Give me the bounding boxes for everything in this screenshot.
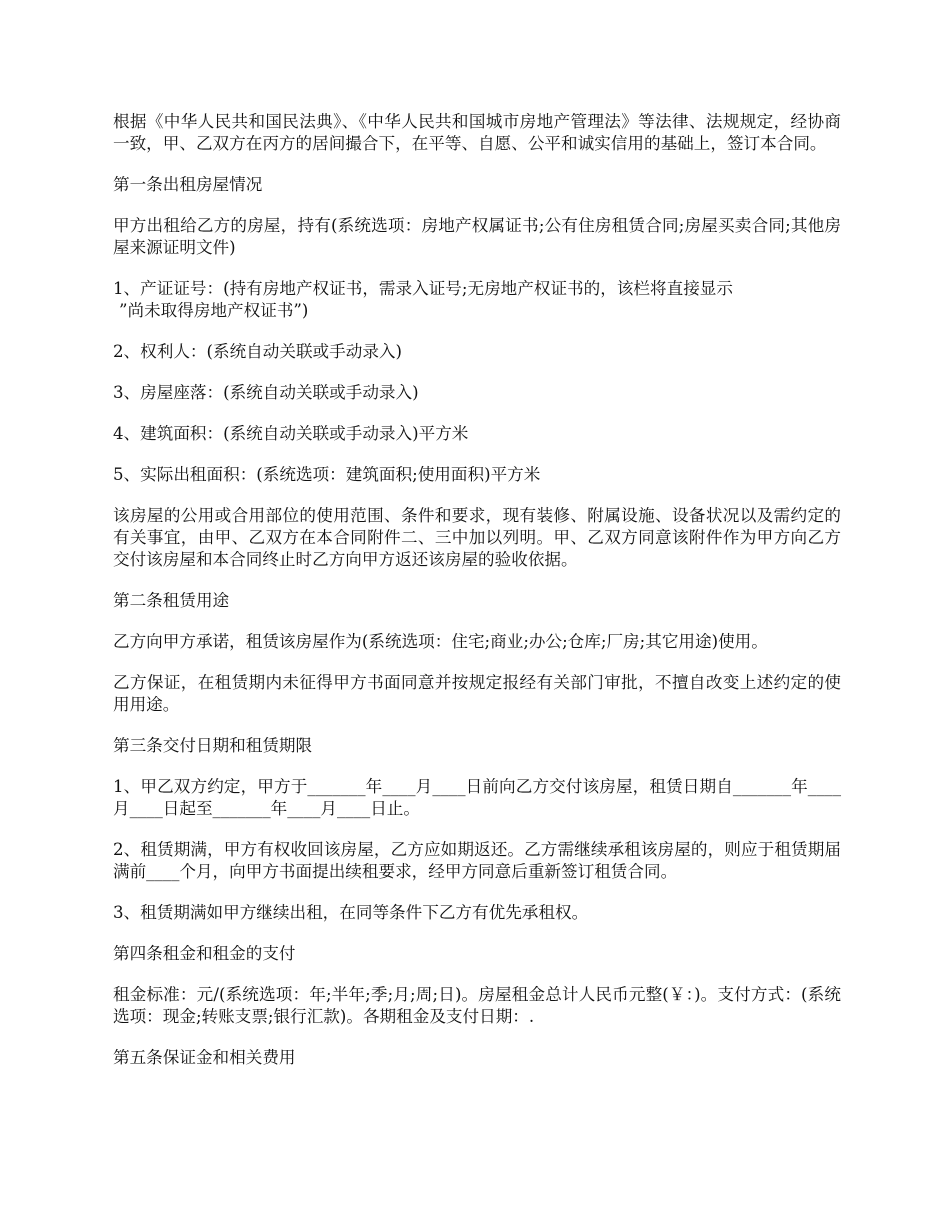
article-4-paragraph: 租金标准：元/(系统选项：年;半年;季;月;周;日)。房屋租金总计人民币元整(￥：)。支付方式：(系统选项：现金;转账支票;银行汇款)。各期租金及支付日期：. — [113, 985, 841, 1026]
article-1-facilities-paragraph: 该房屋的公用或合用部位的使用范围、条件和要求，现有装修、附属设施、设备状况以及需约定的有关事宜，由甲、乙双方在本合同附件二、三中加以列明。甲、乙双方同意该附件作为甲方向乙方交付该房屋和本合同终止时乙方向甲方返还该房屋的验收依据。 — [113, 506, 841, 569]
article-1-item-5: 5、实际出租面积：(系统选项：建筑面积;使用面积)平方米 — [113, 465, 541, 484]
contract-document — [113, 111, 841, 1088]
article-1-paragraph: 甲方出租给乙方的房屋，持有(系统选项：房地产权属证书;公有住房租赁合同;房屋买卖合同;其他房屋来源证明文件) — [113, 216, 841, 257]
article-1-item-1 — [113, 278, 841, 322]
article-2-paragraph-1: 乙方向甲方承诺，租赁该房屋作为(系统选项：住宅;商业;办公;仓库;厂房;其它用途)使用。 — [113, 632, 768, 651]
article-1-heading: 第一条出租房屋情况 — [113, 175, 263, 194]
article-3-item-2: 2、租赁期满，甲方有权收回该房屋，乙方应如期返还。乙方需继续承租该房屋的，则应于租赁期届满前____个月，向甲方书面提出续租要求，经甲方同意后重新签订租赁合同。 — [113, 840, 841, 881]
article-2-paragraph-2: 乙方保证，在租赁期内未征得甲方书面同意并按规定报经有关部门审批，不擅自改变上述约定的使用用途。 — [113, 673, 841, 714]
article-2-heading: 第二条租赁用途 — [113, 591, 230, 610]
article-3-heading: 第三条交付日期和租赁期限 — [113, 736, 313, 755]
article-1-item-3: 3、房屋座落：(系统自动关联或手动录入) — [113, 383, 419, 402]
item-1-line-1: 1、产证证号：(持有房地产权证书，需录入证号;无房地产权证书的，该栏将直接显示 — [113, 279, 733, 298]
article-3-item-1: 1、甲乙双方约定，甲方于_______年____月____日前向乙方交付该房屋，租赁日期自_______年____月____日起至_______年____月____日止。 — [113, 777, 841, 818]
item-1-line-2: ”尚未取得房地产权证书”) — [119, 301, 309, 320]
article-1-item-4: 4、建筑面积：(系统自动关联或手动录入)平方米 — [113, 424, 469, 443]
article-4-heading: 第四条租金和租金的支付 — [113, 944, 296, 963]
article-5-heading: 第五条保证金和相关费用 — [113, 1048, 296, 1067]
intro-paragraph: 根据《中华人民共和国民法典》、《中华人民共和国城市房地产管理法》等法律、法规规定，经协商一致，甲、乙双方在丙方的居间撮合下，在平等、自愿、公平和诚实信用的基础上，签订本合同。 — [113, 112, 841, 153]
article-1-item-2: 2、权利人：(系统自动关联或手动录入) — [113, 342, 403, 361]
article-3-item-3: 3、租赁期满如甲方继续出租，在同等条件下乙方有优先承租权。 — [113, 903, 589, 922]
